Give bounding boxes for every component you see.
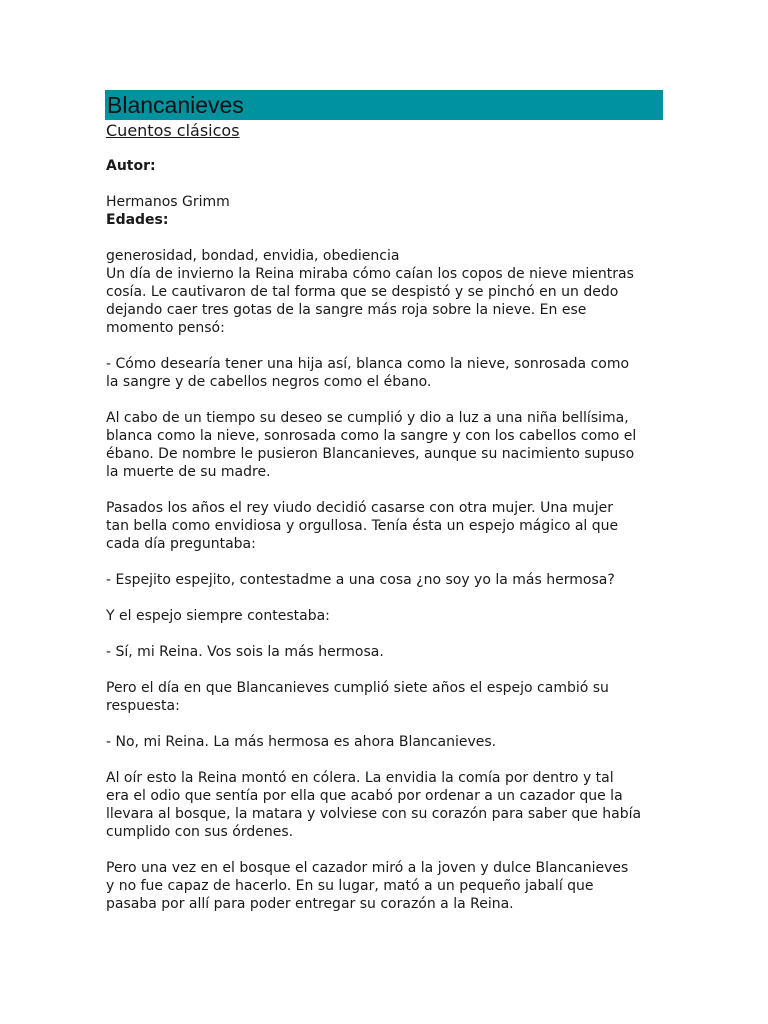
document-subtitle: Cuentos clásicos	[106, 121, 240, 140]
paragraph: Al oír esto la Reina montó en cólera. La envidia la comía por dentro y tal era el odio que sentía por ella que acabó por ordenar a un cazador que la llevara al bosque, la matara y volviese con su corazón para saber que había cumplido con sus órdenes.	[106, 770, 642, 840]
paragraph: Pasados los años el rey viudo decidió casarse con otra mujer. Una mujer tan bella como envidiosa y orgullosa. Tenía ésta un espejo mágico al que cada día preguntaba:	[106, 500, 619, 552]
document-page	[106, 90, 666, 931]
document-title: Blancanieves	[107, 92, 244, 118]
paragraph: - Cómo desearía tener una hija así, blanca como la nieve, sonrosada como la sangre y de cabellos negros como el ébano.	[106, 356, 630, 390]
paragraph: Al cabo de un tiempo su deseo se cumplió y dio a luz a una niña bellísima, blanca como la nieve, sonrosada como la sangre y con los cabellos como el ébano. De nombre le pusieron Blancanieves, aunque su nacimiento supuso la muerte de su madre.	[106, 410, 637, 480]
paragraph: Y el espejo siempre contestaba:	[106, 608, 330, 624]
values-line: generosidad, bondad, envidia, obediencia	[106, 248, 400, 264]
paragraph: - Espejito espejito, contestadme a una cosa ¿no soy yo la más hermosa?	[106, 572, 615, 588]
paragraph: Pero el día en que Blancanieves cumplió siete años el espejo cambió su respuesta:	[106, 680, 609, 714]
paragraph: - Sí, mi Reina. Vos sois la más hermosa.	[106, 644, 384, 660]
paragraph: Un día de invierno la Reina miraba cómo caían los copos de nieve mientras cosía. Le cautivaron de tal forma que se despistó y se pinchó en un dedo dejando caer tres gotas de la sangre más roja sobre la nieve. En ese momento pensó:	[106, 266, 634, 336]
author-value: Hermanos Grimm	[106, 194, 230, 210]
paragraph: Pero una vez en el bosque el cazador miró a la joven y dulce Blancanieves y no fue capaz de hacerlo. En su lugar, mató a un pequeño jabalí que pasaba por allí para poder entregar su corazón a la Reina.	[106, 860, 629, 912]
title-bar	[105, 90, 663, 120]
paragraph: - No, mi Reina. La más hermosa es ahora Blancanieves.	[106, 734, 497, 750]
ages-label: Edades:	[106, 212, 169, 228]
author-label: Autor:	[106, 158, 156, 174]
